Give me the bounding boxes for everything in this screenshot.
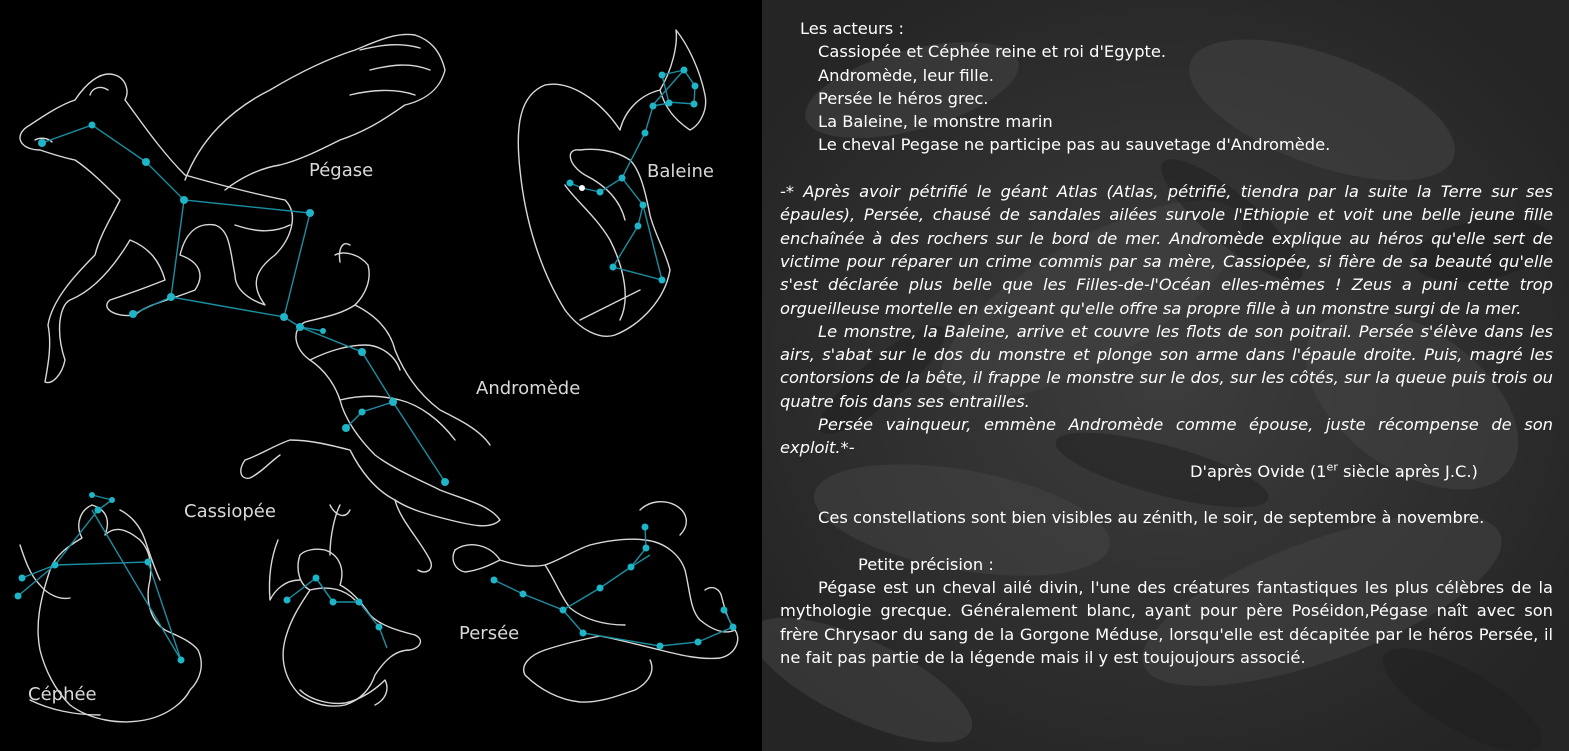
- cassiopeia-figure: [269, 505, 420, 706]
- actor-line: La Baleine, le monstre marin: [818, 112, 1053, 132]
- cetus-figure: [518, 30, 705, 336]
- andromeda-figure: [241, 244, 500, 572]
- stars: [15, 67, 737, 664]
- story-paragraph-1: -* Après avoir pétrifié le géant Atlas (Atlas, pétrifié, tiendra par la suite la Terre sur ses épaules), Persée, chausé de sandales ailées survole l'Ethiopie et voit une belle jeune fille enchaînée à des rochers sur le bord de mer. Andromède explique au héros qu'elle sert de victime pour réparer un crime commis par sa mère, Cassiopée, si fière de sa beauté qu'elle s'est déclarée plus belle que les Filles-de-l'Océan elles-mêmes ! Zeus a puni cette trop orgueilleuse mortelle en exigeant qu'elle offre sa propre fille à un monstre surgi de la mer.: [780, 182, 1553, 318]
- label-cassiopee: Cassiopée: [184, 501, 276, 522]
- constellation-lines: [18, 70, 733, 660]
- precision-title: Petite précision :: [858, 554, 994, 574]
- label-andromede: Andromède: [476, 378, 581, 399]
- label-persee: Persée: [459, 623, 520, 644]
- precision-paragraph: Pégase est un cheval ailé divin, l'une des créatures fantastiques les plus célèbres de la mythologie grecque. Généralement blanc, ayant pour père Poséidon,Pégase naît avec son frère Chrysaor du sang de la Gorgone Méduse, lorsqu'elle est décapitée par le héros Persée, il ne fait pas partie de la légende mais il y est toujoujours associé.: [780, 578, 1553, 668]
- visibility-note: Ces constellations sont bien visibles au zénith, le soir, de septembre à novembre.: [818, 508, 1485, 528]
- label-pegase: Pégase: [309, 160, 374, 181]
- source-prefix: D'après Ovide (1: [1190, 461, 1327, 481]
- constellation-chart: [0, 0, 762, 751]
- actor-line: Cassiopée et Céphée reine et roi d'Egypte.: [818, 42, 1167, 62]
- actor-line: Andromède, leur fille.: [818, 65, 994, 85]
- source-citation: [780, 460, 1553, 483]
- label-cephee: Céphée: [28, 684, 97, 705]
- story-text: [780, 17, 1553, 669]
- white-star: [579, 185, 585, 191]
- constellation-drawing: [0, 0, 762, 751]
- pegasus-figure: [20, 34, 445, 382]
- text-panel: [762, 0, 1569, 751]
- source-suffix: siècle après J.C.): [1337, 461, 1478, 481]
- source-superscript: er: [1326, 460, 1338, 474]
- actors-title: Les acteurs :: [800, 19, 904, 38]
- label-baleine: Baleine: [647, 161, 714, 182]
- perseus-figure: [453, 502, 738, 702]
- story-paragraph-2: Le monstre, la Baleine, arrive et couvre les flots de son poitrail. Persée s'élève dans les airs, s'abat sur le dos du monstre et plonge son arme dans l'épaule droite. Puis, magré les contorsions de la bête, il frappe le monstre sur le dos, sur les côtés, sur la queue puis trois ou quatre fois dans ses entrailles.: [780, 321, 1553, 411]
- actor-line: Le cheval Pegase ne participe pas au sauvetage d'Andromède.: [818, 135, 1331, 155]
- story-paragraph-3: Persée vainqueur, emmène Andromède comme épouse, juste récompense de son exploit.*-: [780, 415, 1553, 458]
- actor-line: Persée le héros grec.: [818, 88, 989, 108]
